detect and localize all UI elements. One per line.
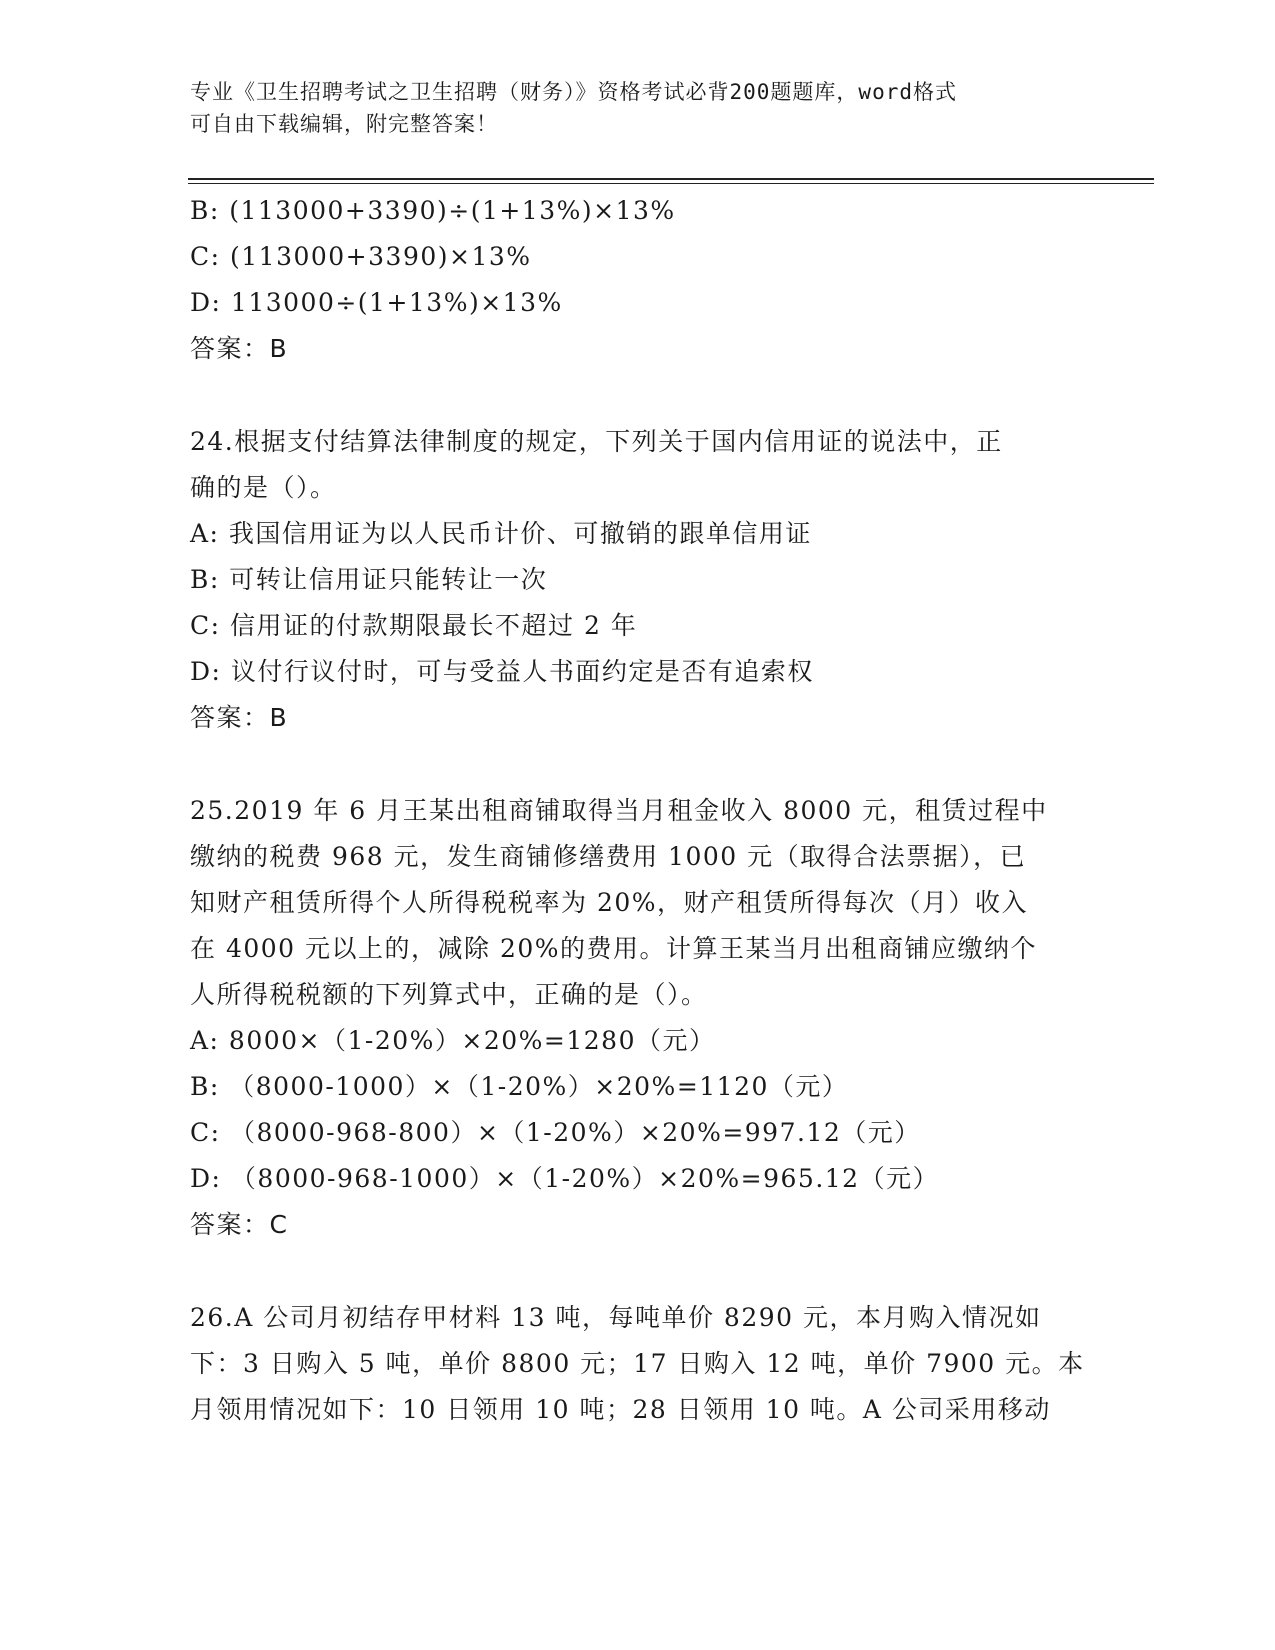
q24-stem-line-1: 24.根据支付结算法律制度的规定，下列关于国内信用证的说法中，正	[190, 427, 1003, 456]
q26-stem-line-3: 月领用情况如下：10 日领用 10 吨；28 日领用 10 吨。A 公司采用移动	[190, 1395, 1051, 1424]
q25-stem-line-4: 在 4000 元以上的，减除 20%的费用。计算王某当月出租商铺应缴纳个	[190, 934, 1038, 963]
spacer	[190, 372, 1090, 419]
q25-answer: 答案：C	[190, 1210, 289, 1239]
q23-option-b: B: (113000+3390)÷(1+13%)×13%	[190, 196, 676, 225]
document-header	[190, 76, 1090, 140]
header-line-1: 专业《卫生招聘考试之卫生招聘（财务）》资格考试必背200题题库，word格式	[190, 80, 957, 104]
question-25	[190, 788, 1090, 1248]
q24-option-c: C: 信用证的付款期限最长不超过 2 年	[190, 611, 638, 640]
header-line-2: 可自由下载编辑，附完整答案！	[190, 112, 498, 136]
q24-answer: 答案：B	[190, 703, 289, 732]
q25-stem-line-1: 25.2019 年 6 月王某出租商铺取得当月租金收入 8000 元，租赁过程中	[190, 796, 1048, 825]
q25-stem-line-5: 人所得税税额的下列算式中，正确的是（）。	[190, 980, 708, 1009]
q24-stem-line-2: 确的是（）。	[190, 473, 337, 502]
q25-option-a: A: 8000×（1-20%）×20%=1280（元）	[190, 1026, 716, 1055]
q25-stem-line-3: 知财产租赁所得个人所得税税率为 20%，财产租赁所得每次（月）收入	[190, 888, 1029, 917]
question-24	[190, 419, 1090, 741]
q23-answer: 答案：B	[190, 334, 289, 363]
q24-option-d: D: 议付行议付时，可与受益人书面约定是否有追索权	[190, 657, 814, 686]
q25-option-c: C: （8000-968-800）×（1-20%）×20%=997.12（元）	[190, 1118, 921, 1147]
q23-option-d: D: 113000÷(1+13%)×13%	[190, 288, 563, 317]
q25-option-b: B: （8000-1000）×（1-20%）×20%=1120（元）	[190, 1072, 849, 1101]
question-26	[190, 1295, 1090, 1433]
header-divider-thin	[188, 183, 1154, 184]
q26-stem-line-1: 26.A 公司月初结存甲材料 13 吨，每吨单价 8290 元，本月购入情况如	[190, 1303, 1042, 1332]
question-23	[190, 188, 1090, 372]
q24-option-a: A: 我国信用证为以人民币计价、可撤销的跟单信用证	[190, 519, 812, 548]
q23-option-c: C: (113000+3390)×13%	[190, 242, 532, 271]
q26-stem-line-2: 下：3 日购入 5 吨，单价 8800 元；17 日购入 12 吨，单价 7900 元。本	[190, 1349, 1085, 1378]
q24-option-b: B: 可转让信用证只能转让一次	[190, 565, 548, 594]
spacer	[190, 1248, 1090, 1295]
q25-stem-line-2: 缴纳的税费 968 元，发生商铺修缮费用 1000 元（取得合法票据），已	[190, 842, 1027, 871]
document-body	[190, 188, 1090, 1433]
header-divider-thick	[188, 178, 1154, 180]
spacer	[190, 741, 1090, 788]
q25-option-d: D: （8000-968-1000）×（1-20%）×20%=965.12（元）	[190, 1164, 940, 1193]
